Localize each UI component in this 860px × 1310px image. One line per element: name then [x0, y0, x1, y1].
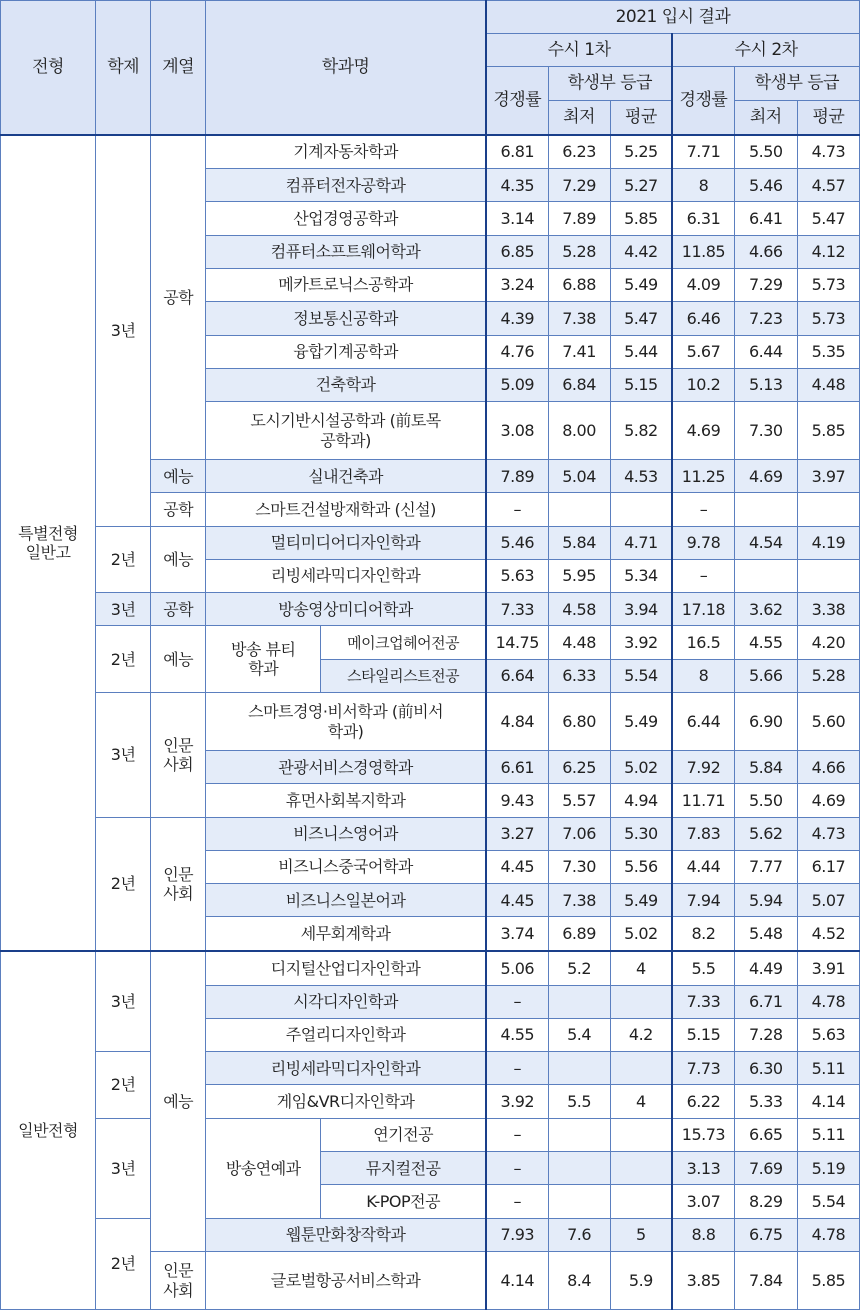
duration-label: 2년	[96, 1052, 151, 1119]
table-row	[1, 593, 860, 626]
field-label: 인문 사회	[151, 1252, 206, 1310]
department-name: 휴먼사회복지학과	[206, 784, 486, 817]
header-susi1-min: 최저	[548, 101, 610, 135]
susi1-avg: 5.02	[610, 917, 672, 951]
susi2-avg: 5.11	[797, 1118, 859, 1151]
susi1-min: 6.84	[548, 368, 610, 401]
header-susi2: 수시 2차	[672, 34, 859, 67]
susi2-min: 5.46	[734, 169, 797, 202]
susi1-min: 7.89	[548, 202, 610, 235]
susi1-competition: 4.76	[486, 335, 548, 368]
susi1-min	[548, 493, 610, 526]
susi1-min	[548, 1152, 610, 1185]
susi2-avg: 5.85	[797, 1252, 859, 1310]
duration-label: 3년	[96, 693, 151, 818]
susi1-min	[548, 1118, 610, 1151]
susi2-min: 6.30	[734, 1052, 797, 1085]
susi2-avg: 4.20	[797, 626, 859, 659]
susi1-avg: 5.15	[610, 368, 672, 401]
department-name: 연기전공	[321, 1118, 486, 1151]
susi2-avg: 4.14	[797, 1085, 859, 1118]
susi2-competition: 4.44	[672, 850, 734, 883]
susi1-min	[548, 1052, 610, 1085]
susi1-competition: 3.08	[486, 402, 548, 460]
field-label: 공학	[151, 593, 206, 626]
susi1-competition: –	[486, 1185, 548, 1218]
department-name: 게임&VR디자인학과	[206, 1085, 486, 1118]
department-name: 관광서비스경영학과	[206, 751, 486, 784]
susi1-avg: 5	[610, 1218, 672, 1251]
susi2-min: 7.28	[734, 1018, 797, 1051]
table-row	[1, 693, 860, 751]
field-label: 예능	[151, 460, 206, 493]
susi1-avg: 4	[610, 951, 672, 985]
susi2-avg: 5.47	[797, 202, 859, 235]
susi2-min: 7.84	[734, 1252, 797, 1310]
susi2-competition: 6.44	[672, 693, 734, 751]
susi1-avg: 5.25	[610, 135, 672, 169]
susi2-competition: 3.85	[672, 1252, 734, 1310]
department-name: 뮤지컬전공	[321, 1152, 486, 1185]
susi1-min: 7.41	[548, 335, 610, 368]
susi1-min: 6.33	[548, 659, 610, 692]
susi2-min: 4.66	[734, 235, 797, 268]
susi1-competition: 4.45	[486, 884, 548, 917]
susi1-competition: 3.92	[486, 1085, 548, 1118]
susi2-avg: 4.19	[797, 526, 859, 559]
department-name: 컴퓨터전자공학과	[206, 169, 486, 202]
department-name: 스타일리스트전공	[321, 659, 486, 692]
susi2-avg: 5.54	[797, 1185, 859, 1218]
susi2-avg: 5.63	[797, 1018, 859, 1051]
susi1-min: 7.38	[548, 884, 610, 917]
susi2-competition: 10.2	[672, 368, 734, 401]
susi1-avg: 5.49	[610, 268, 672, 301]
susi1-competition: 5.06	[486, 951, 548, 985]
susi2-avg	[797, 493, 859, 526]
susi2-avg: 4.73	[797, 135, 859, 169]
susi1-avg: 5.82	[610, 402, 672, 460]
susi1-competition: 6.61	[486, 751, 548, 784]
susi1-min: 7.6	[548, 1218, 610, 1251]
department-name: 산업경영공학과	[206, 202, 486, 235]
field-label: 공학	[151, 493, 206, 526]
susi2-competition: 7.92	[672, 751, 734, 784]
table-row	[1, 951, 860, 985]
susi1-avg: 4.42	[610, 235, 672, 268]
header-susi1: 수시 1차	[486, 34, 672, 67]
susi1-min: 6.25	[548, 751, 610, 784]
header-result-title: 2021 입시 결과	[486, 1, 860, 34]
susi1-min	[548, 1185, 610, 1218]
department-name: 스마트건설방재학과 (신설)	[206, 493, 486, 526]
susi1-avg: 5.02	[610, 751, 672, 784]
susi2-competition: 5.67	[672, 335, 734, 368]
susi2-competition: 11.25	[672, 460, 734, 493]
table-row	[1, 1218, 860, 1251]
susi2-competition: 6.22	[672, 1085, 734, 1118]
susi1-min: 5.84	[548, 526, 610, 559]
susi2-min: 6.90	[734, 693, 797, 751]
table-row	[1, 626, 860, 659]
department-name: 시각디자인학과	[206, 985, 486, 1018]
susi2-min: 6.65	[734, 1118, 797, 1151]
duration-label: 2년	[96, 526, 151, 593]
susi2-competition: 16.5	[672, 626, 734, 659]
duration-label: 3년	[96, 135, 151, 527]
susi2-competition: 4.09	[672, 268, 734, 301]
susi2-competition: –	[672, 493, 734, 526]
susi1-avg: 5.85	[610, 202, 672, 235]
table-header	[1, 1, 860, 135]
susi2-avg: 4.57	[797, 169, 859, 202]
susi2-avg: 4.78	[797, 985, 859, 1018]
department-name: 비즈니스중국어학과	[206, 850, 486, 883]
header-gyeyeol: 계열	[151, 1, 206, 135]
susi1-competition: –	[486, 1118, 548, 1151]
susi1-competition: 3.14	[486, 202, 548, 235]
susi2-min: 3.62	[734, 593, 797, 626]
department-name: 컴퓨터소프트웨어학과	[206, 235, 486, 268]
header-hakje: 학제	[96, 1, 151, 135]
susi1-competition: 9.43	[486, 784, 548, 817]
department-name: 메이크업헤어전공	[321, 626, 486, 659]
header-jeonhyeong: 전형	[1, 1, 96, 135]
department-name: 리빙세라믹디자인학과	[206, 559, 486, 592]
susi1-avg	[610, 985, 672, 1018]
susi2-min: 6.41	[734, 202, 797, 235]
susi1-min: 5.4	[548, 1018, 610, 1051]
header-susi2-grade: 학생부 등급	[734, 67, 859, 101]
susi1-competition: 6.85	[486, 235, 548, 268]
susi2-min: 7.77	[734, 850, 797, 883]
susi1-avg: 5.49	[610, 693, 672, 751]
susi2-avg: 5.60	[797, 693, 859, 751]
susi1-min: 7.29	[548, 169, 610, 202]
susi2-min	[734, 559, 797, 592]
susi1-min: 6.23	[548, 135, 610, 169]
department-name: 메카트로닉스공학과	[206, 268, 486, 301]
susi1-competition: 4.39	[486, 302, 548, 335]
table-row	[1, 135, 860, 169]
header-susi2-min: 최저	[734, 101, 797, 135]
susi1-avg: 4.71	[610, 526, 672, 559]
susi1-competition: 4.14	[486, 1252, 548, 1310]
susi1-competition: 7.89	[486, 460, 548, 493]
duration-label: 2년	[96, 817, 151, 951]
department-name: 글로벌항공서비스학과	[206, 1252, 486, 1310]
susi2-min: 8.29	[734, 1185, 797, 1218]
department-name: 융합기계공학과	[206, 335, 486, 368]
susi2-competition: 7.94	[672, 884, 734, 917]
susi1-min: 5.2	[548, 951, 610, 985]
department-name: 웹툰만화창작학과	[206, 1218, 486, 1251]
susi1-min: 4.48	[548, 626, 610, 659]
susi2-competition: 3.13	[672, 1152, 734, 1185]
susi2-min: 5.62	[734, 817, 797, 850]
susi2-avg: 4.66	[797, 751, 859, 784]
susi2-competition: 11.71	[672, 784, 734, 817]
susi1-competition: 7.33	[486, 593, 548, 626]
susi1-min: 7.38	[548, 302, 610, 335]
header-department: 학과명	[206, 1, 486, 135]
group-general-label: 일반전형	[1, 951, 96, 1309]
department-name: 멀티미디어디자인학과	[206, 526, 486, 559]
susi2-competition: 6.31	[672, 202, 734, 235]
susi2-min: 7.23	[734, 302, 797, 335]
susi2-competition: 11.85	[672, 235, 734, 268]
susi1-competition: 5.46	[486, 526, 548, 559]
department-name: 세무회계학과	[206, 917, 486, 951]
department-name: 정보통신공학과	[206, 302, 486, 335]
header-susi2-avg: 평균	[797, 101, 859, 135]
susi1-competition: 4.55	[486, 1018, 548, 1051]
susi2-competition: 7.33	[672, 985, 734, 1018]
susi2-competition: 8.8	[672, 1218, 734, 1251]
susi1-min: 8.00	[548, 402, 610, 460]
susi1-competition: 7.93	[486, 1218, 548, 1251]
susi1-competition: 3.27	[486, 817, 548, 850]
duration-label: 2년	[96, 1218, 151, 1309]
department-name: 리빙세라믹디자인학과	[206, 1052, 486, 1085]
susi2-min: 6.71	[734, 985, 797, 1018]
subgroup-label: 방송 뷰티학과	[206, 626, 321, 693]
susi1-competition: –	[486, 985, 548, 1018]
susi2-avg: 4.12	[797, 235, 859, 268]
header-susi1-grade: 학생부 등급	[548, 67, 672, 101]
susi1-min: 5.57	[548, 784, 610, 817]
department-name: 스마트경영·비서학과 (前비서학과)	[206, 693, 486, 751]
duration-label: 3년	[96, 951, 151, 1052]
susi1-avg: 3.94	[610, 593, 672, 626]
susi2-competition: 6.46	[672, 302, 734, 335]
susi1-competition: 4.84	[486, 693, 548, 751]
susi1-avg	[610, 1052, 672, 1085]
table-row	[1, 817, 860, 850]
susi2-avg: 5.73	[797, 268, 859, 301]
susi2-avg: 4.69	[797, 784, 859, 817]
susi1-competition: 6.81	[486, 135, 548, 169]
susi1-avg: 5.27	[610, 169, 672, 202]
department-name: K-POP전공	[321, 1185, 486, 1218]
susi1-avg: 4.53	[610, 460, 672, 493]
susi2-avg: 5.73	[797, 302, 859, 335]
susi2-avg: 5.11	[797, 1052, 859, 1085]
department-name: 비즈니스영어과	[206, 817, 486, 850]
susi2-min: 5.84	[734, 751, 797, 784]
department-name: 건축학과	[206, 368, 486, 401]
susi2-min: 6.75	[734, 1218, 797, 1251]
susi2-competition: 15.73	[672, 1118, 734, 1151]
susi1-competition: 3.24	[486, 268, 548, 301]
susi2-avg: 4.52	[797, 917, 859, 951]
susi1-competition: 5.09	[486, 368, 548, 401]
susi1-avg	[610, 1152, 672, 1185]
susi2-avg: 5.85	[797, 402, 859, 460]
department-name: 도시기반시설공학과 (前토목공학과)	[206, 402, 486, 460]
department-name: 비즈니스일본어과	[206, 884, 486, 917]
susi2-avg: 5.07	[797, 884, 859, 917]
susi1-avg: 5.49	[610, 884, 672, 917]
susi1-min: 6.88	[548, 268, 610, 301]
table-row	[1, 1118, 860, 1151]
susi1-min: 4.58	[548, 593, 610, 626]
susi1-min: 6.89	[548, 917, 610, 951]
susi1-avg: 4.94	[610, 784, 672, 817]
susi2-min: 4.49	[734, 951, 797, 985]
susi2-min: 5.66	[734, 659, 797, 692]
susi1-competition: 3.74	[486, 917, 548, 951]
susi1-min: 5.5	[548, 1085, 610, 1118]
susi1-avg: 5.44	[610, 335, 672, 368]
susi2-avg: 3.91	[797, 951, 859, 985]
susi2-avg: 3.38	[797, 593, 859, 626]
susi2-min: 7.30	[734, 402, 797, 460]
susi2-min: 7.29	[734, 268, 797, 301]
susi2-min: 7.69	[734, 1152, 797, 1185]
susi1-avg: 4.2	[610, 1018, 672, 1051]
susi2-competition: 7.73	[672, 1052, 734, 1085]
department-name: 주얼리디자인학과	[206, 1018, 486, 1051]
susi1-min: 6.80	[548, 693, 610, 751]
susi2-avg: 5.35	[797, 335, 859, 368]
susi1-competition: –	[486, 1052, 548, 1085]
susi1-avg: 5.56	[610, 850, 672, 883]
department-name: 실내건축과	[206, 460, 486, 493]
department-name: 디지털산업디자인학과	[206, 951, 486, 985]
department-name: 기계자동차학과	[206, 135, 486, 169]
susi1-competition: 6.64	[486, 659, 548, 692]
susi1-competition: 14.75	[486, 626, 548, 659]
susi2-competition: 8	[672, 169, 734, 202]
susi2-min: 5.94	[734, 884, 797, 917]
susi2-avg: 5.19	[797, 1152, 859, 1185]
susi2-avg: 6.17	[797, 850, 859, 883]
susi2-competition: 5.15	[672, 1018, 734, 1051]
susi1-min: 5.28	[548, 235, 610, 268]
susi2-competition: 8.2	[672, 917, 734, 951]
field-label: 예능	[151, 626, 206, 693]
department-name: 방송영상미디어학과	[206, 593, 486, 626]
susi1-min: 7.30	[548, 850, 610, 883]
susi1-competition: –	[486, 493, 548, 526]
susi1-avg: 5.9	[610, 1252, 672, 1310]
susi2-competition: 4.69	[672, 402, 734, 460]
susi1-min: 8.4	[548, 1252, 610, 1310]
susi1-avg: 5.54	[610, 659, 672, 692]
susi2-min: 5.50	[734, 135, 797, 169]
susi1-min	[548, 985, 610, 1018]
susi1-min: 7.06	[548, 817, 610, 850]
header-susi1-competition: 경쟁률	[486, 67, 548, 135]
susi2-competition: 5.5	[672, 951, 734, 985]
duration-label: 3년	[96, 1118, 151, 1218]
susi2-avg: 3.97	[797, 460, 859, 493]
susi1-competition: 5.63	[486, 559, 548, 592]
susi2-avg: 5.28	[797, 659, 859, 692]
susi1-min: 5.04	[548, 460, 610, 493]
susi1-competition: 4.35	[486, 169, 548, 202]
header-susi1-avg: 평균	[610, 101, 672, 135]
field-label: 인문 사회	[151, 693, 206, 818]
susi2-min: 4.55	[734, 626, 797, 659]
susi1-avg	[610, 1118, 672, 1151]
field-label: 공학	[151, 135, 206, 460]
susi2-competition: 7.71	[672, 135, 734, 169]
susi2-min: 4.69	[734, 460, 797, 493]
susi1-avg	[610, 1185, 672, 1218]
susi2-avg: 4.73	[797, 817, 859, 850]
duration-label: 2년	[96, 626, 151, 693]
susi2-min: 5.50	[734, 784, 797, 817]
susi2-min: 5.13	[734, 368, 797, 401]
susi1-avg: 5.30	[610, 817, 672, 850]
group-special-label: 특별전형 일반고	[1, 135, 96, 952]
susi2-min: 4.54	[734, 526, 797, 559]
header-susi2-competition: 경쟁률	[672, 67, 734, 135]
field-label: 예능	[151, 526, 206, 593]
susi2-min: 5.33	[734, 1085, 797, 1118]
susi2-min: 5.48	[734, 917, 797, 951]
susi1-avg	[610, 493, 672, 526]
table-row	[1, 526, 860, 559]
duration-label: 3년	[96, 593, 151, 626]
susi1-avg: 3.92	[610, 626, 672, 659]
susi2-competition: 17.18	[672, 593, 734, 626]
susi2-competition: 3.07	[672, 1185, 734, 1218]
susi2-min: 6.44	[734, 335, 797, 368]
susi2-competition: 7.83	[672, 817, 734, 850]
field-label: 예능	[151, 951, 206, 1251]
susi2-avg	[797, 559, 859, 592]
susi1-competition: 4.45	[486, 850, 548, 883]
susi1-min: 5.95	[548, 559, 610, 592]
susi2-avg: 4.78	[797, 1218, 859, 1251]
field-label: 인문 사회	[151, 817, 206, 951]
susi1-avg: 5.34	[610, 559, 672, 592]
susi1-avg: 5.47	[610, 302, 672, 335]
susi1-avg: 4	[610, 1085, 672, 1118]
table-row	[1, 1052, 860, 1085]
subgroup-label: 방송연예과	[206, 1118, 321, 1218]
susi2-min	[734, 493, 797, 526]
susi2-competition: 8	[672, 659, 734, 692]
susi2-competition: 9.78	[672, 526, 734, 559]
susi2-competition: –	[672, 559, 734, 592]
susi2-avg: 4.48	[797, 368, 859, 401]
susi1-competition: –	[486, 1152, 548, 1185]
